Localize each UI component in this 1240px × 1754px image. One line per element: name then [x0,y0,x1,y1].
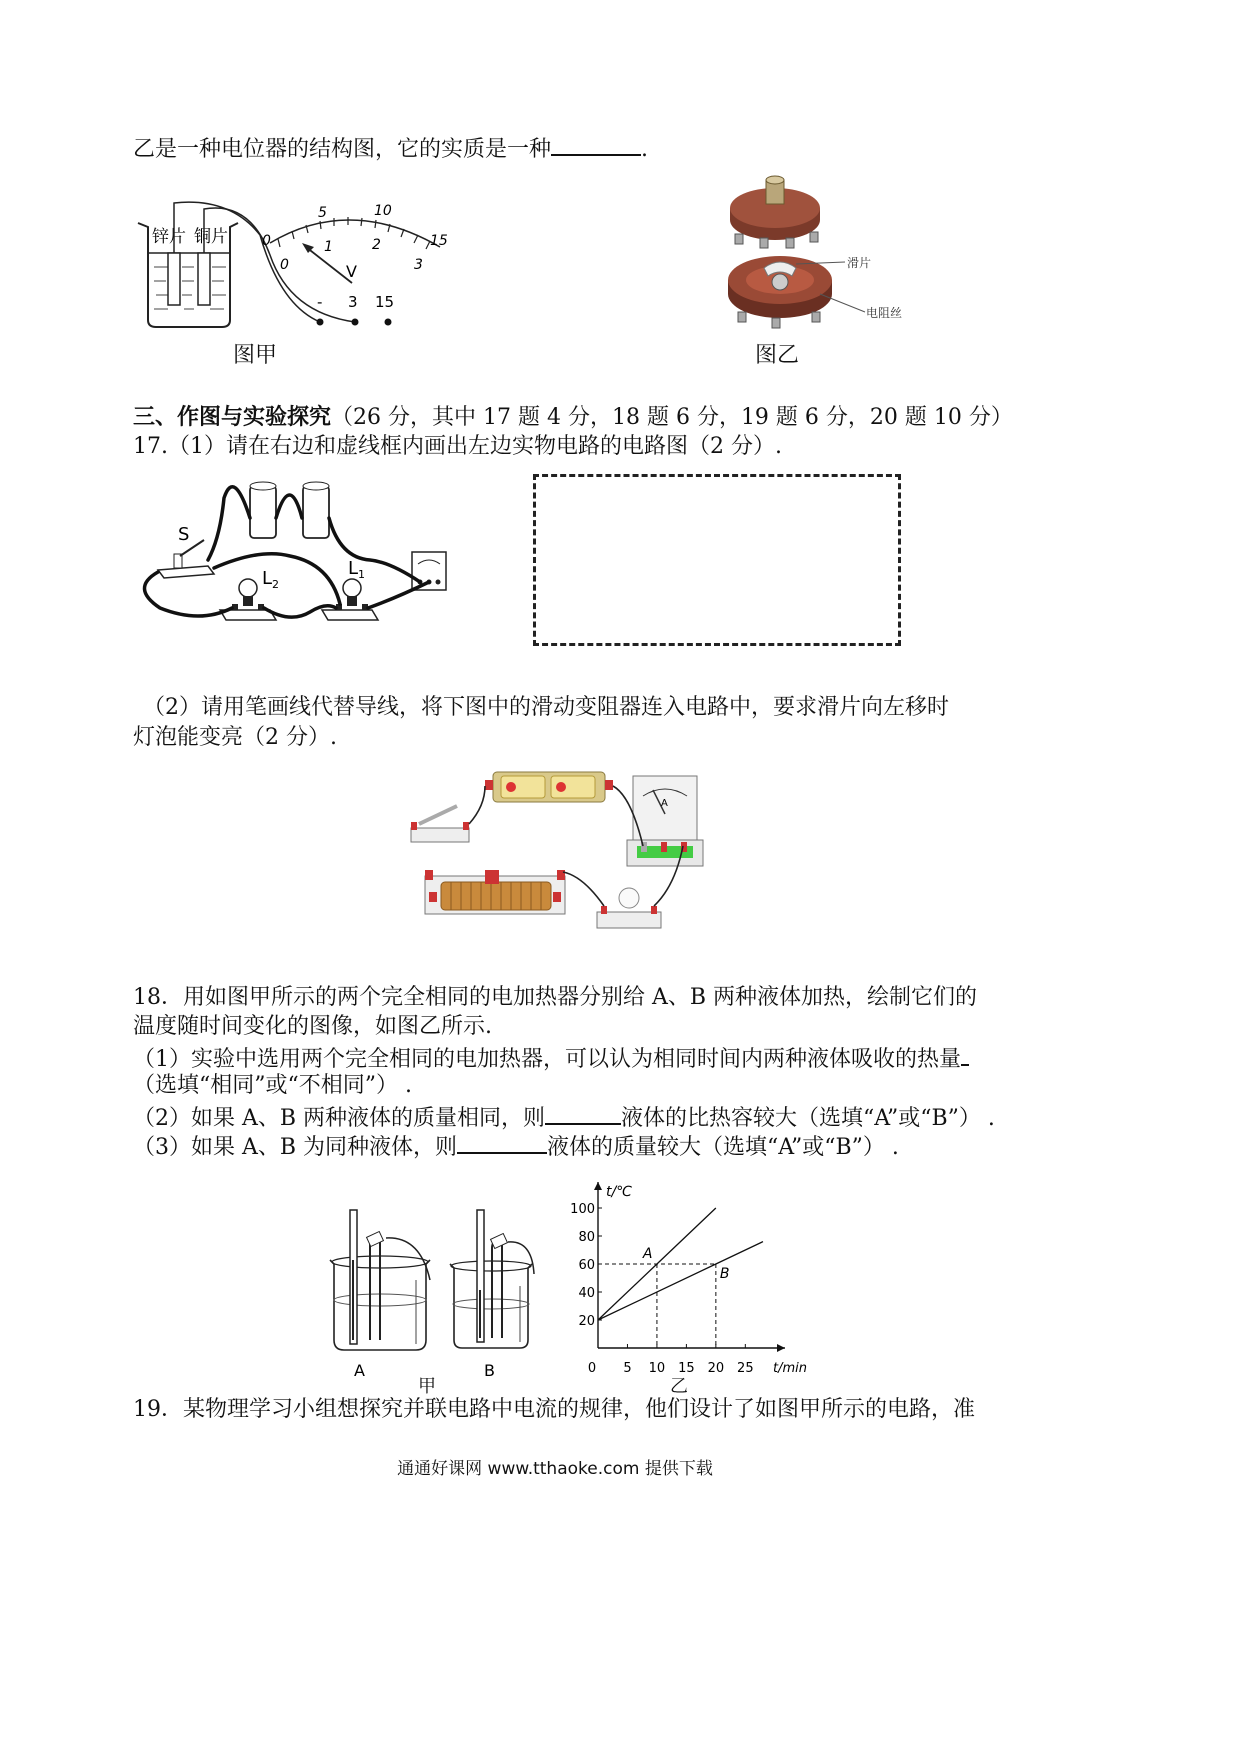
beaker-a [330,1210,430,1350]
q18-line2: 温度随时间变化的图像，如图乙所示. [133,1014,492,1039]
q18-line1: 18．用如图甲所示的两个完全相同的电加热器分别给 A、B 两种液体加热，绘制它们的 [133,985,978,1010]
q18-sub3: （3）如果 A、B 为同种液体，则 液体的质量较大（选填“A”或“B”） . [133,1130,899,1163]
answer-blank-3[interactable] [457,1130,547,1154]
answer-blank-1[interactable] [961,1042,969,1066]
x-axis-label: t/min [773,1361,807,1376]
x-tick-label: 5 [623,1361,632,1376]
y-axis-arrow [594,1182,602,1190]
svg-text:0: 0 [280,257,289,273]
figure-yi-caption: 图乙 [755,343,800,368]
zinc-label: 锌片 [152,227,186,247]
x-tick-label: 20 [707,1361,725,1376]
x-tick-label: 15 [678,1361,695,1376]
q18-caption-yi: 乙 [670,1376,688,1397]
q16-tail-line: 乙是一种电位器的结构图，它的实质是一种 . [133,132,648,165]
q17-part2-line2: 灯泡能变亮（2 分）. [133,725,337,750]
ammeter-symbol: A [661,798,668,809]
svg-text:-: - [317,293,323,311]
page-footer: 通通好课网 www.tthaoke.com 提供下载 [397,1459,713,1479]
svg-text:3: 3 [348,293,358,311]
q19-line1: 19．某物理学习小组想探究并联电路中电流的规律，他们设计了如图甲所示的电路，准 [133,1397,975,1422]
section-3-heading: 三、作图与实验探究（26 分，其中 17 题 4 分，18 题 6 分，19 题 6 分，20 题 10 分） [133,404,1013,430]
q17-part1: 17.（1）请在右边和虚线框内画出左边实物电路的电路图（2 分）. [133,434,782,459]
answer-blank[interactable] [551,132,641,156]
q18-sub2: （2）如果 A、B 两种液体的质量相同，则 液体的比热容较大（选填“A”或“B”） . [133,1101,995,1134]
beaker-b [450,1210,534,1348]
q18-sub1-line2: （选填“相同”或“不相同”） . [133,1073,412,1098]
copper-label: 铜片 [194,227,228,247]
voltmeter-symbol: V [346,262,357,281]
x-tick-label: 25 [737,1361,754,1376]
svg-text:15: 15 [430,233,448,249]
resistance-wire-label: 电阻丝 [866,306,903,320]
svg-text:15: 15 [375,293,395,311]
figure-yi-potentiometer [720,172,930,337]
y-tick-label: 40 [578,1286,595,1301]
x-axis-arrow [777,1344,785,1352]
q18-temperature-time-chart [570,1184,807,1385]
lamp-l1-label: $L_1$ [348,558,366,581]
q17-rheostat-circuit [405,766,715,938]
svg-text:5: 5 [318,205,327,221]
q18-sub1-line1: （1）实验中选用两个完全相同的电加热器，可以认为相同时间内两种液体吸收的热量 [133,1042,969,1075]
beaker-a-label: A [354,1361,365,1380]
q18-caption-jia: 甲 [418,1376,436,1397]
circuit-diagram-answer-box[interactable] [533,474,901,646]
q17-part2-line1: （2）请用笔画线代替导线，将下图中的滑动变阻器连入电路中，要求滑片向左移时 [143,695,949,720]
point-label-a: A [642,1246,653,1262]
y-tick-label: 20 [578,1314,595,1329]
svg-text:10: 10 [374,203,392,219]
point-label-b: B [719,1266,730,1282]
series-line-b [598,1242,763,1320]
q17-physical-circuit [140,478,460,648]
slider-label: 滑片 [847,256,872,270]
y-axis-label: t/℃ [606,1184,632,1200]
y-tick-label: 100 [570,1202,595,1217]
y-tick-label: 80 [578,1230,595,1245]
x-tick-label: 10 [648,1361,666,1376]
svg-text:0: 0 [262,233,271,249]
svg-text:1: 1 [324,239,333,255]
y-tick-label: 60 [578,1258,595,1273]
switch-label: S [178,524,190,545]
figure-jia-caption: 图甲 [233,343,278,368]
answer-blank-2[interactable] [545,1101,621,1125]
x-tick-label: 0 [587,1361,597,1376]
figure-jia-voltaic-cell [130,195,460,345]
beaker-b-label: B [484,1361,495,1380]
svg-text:2: 2 [372,237,381,253]
q18-beakers-figure [320,1200,550,1385]
lamp-l2-label: $L_2$ [262,568,280,591]
svg-text:3: 3 [414,257,423,273]
